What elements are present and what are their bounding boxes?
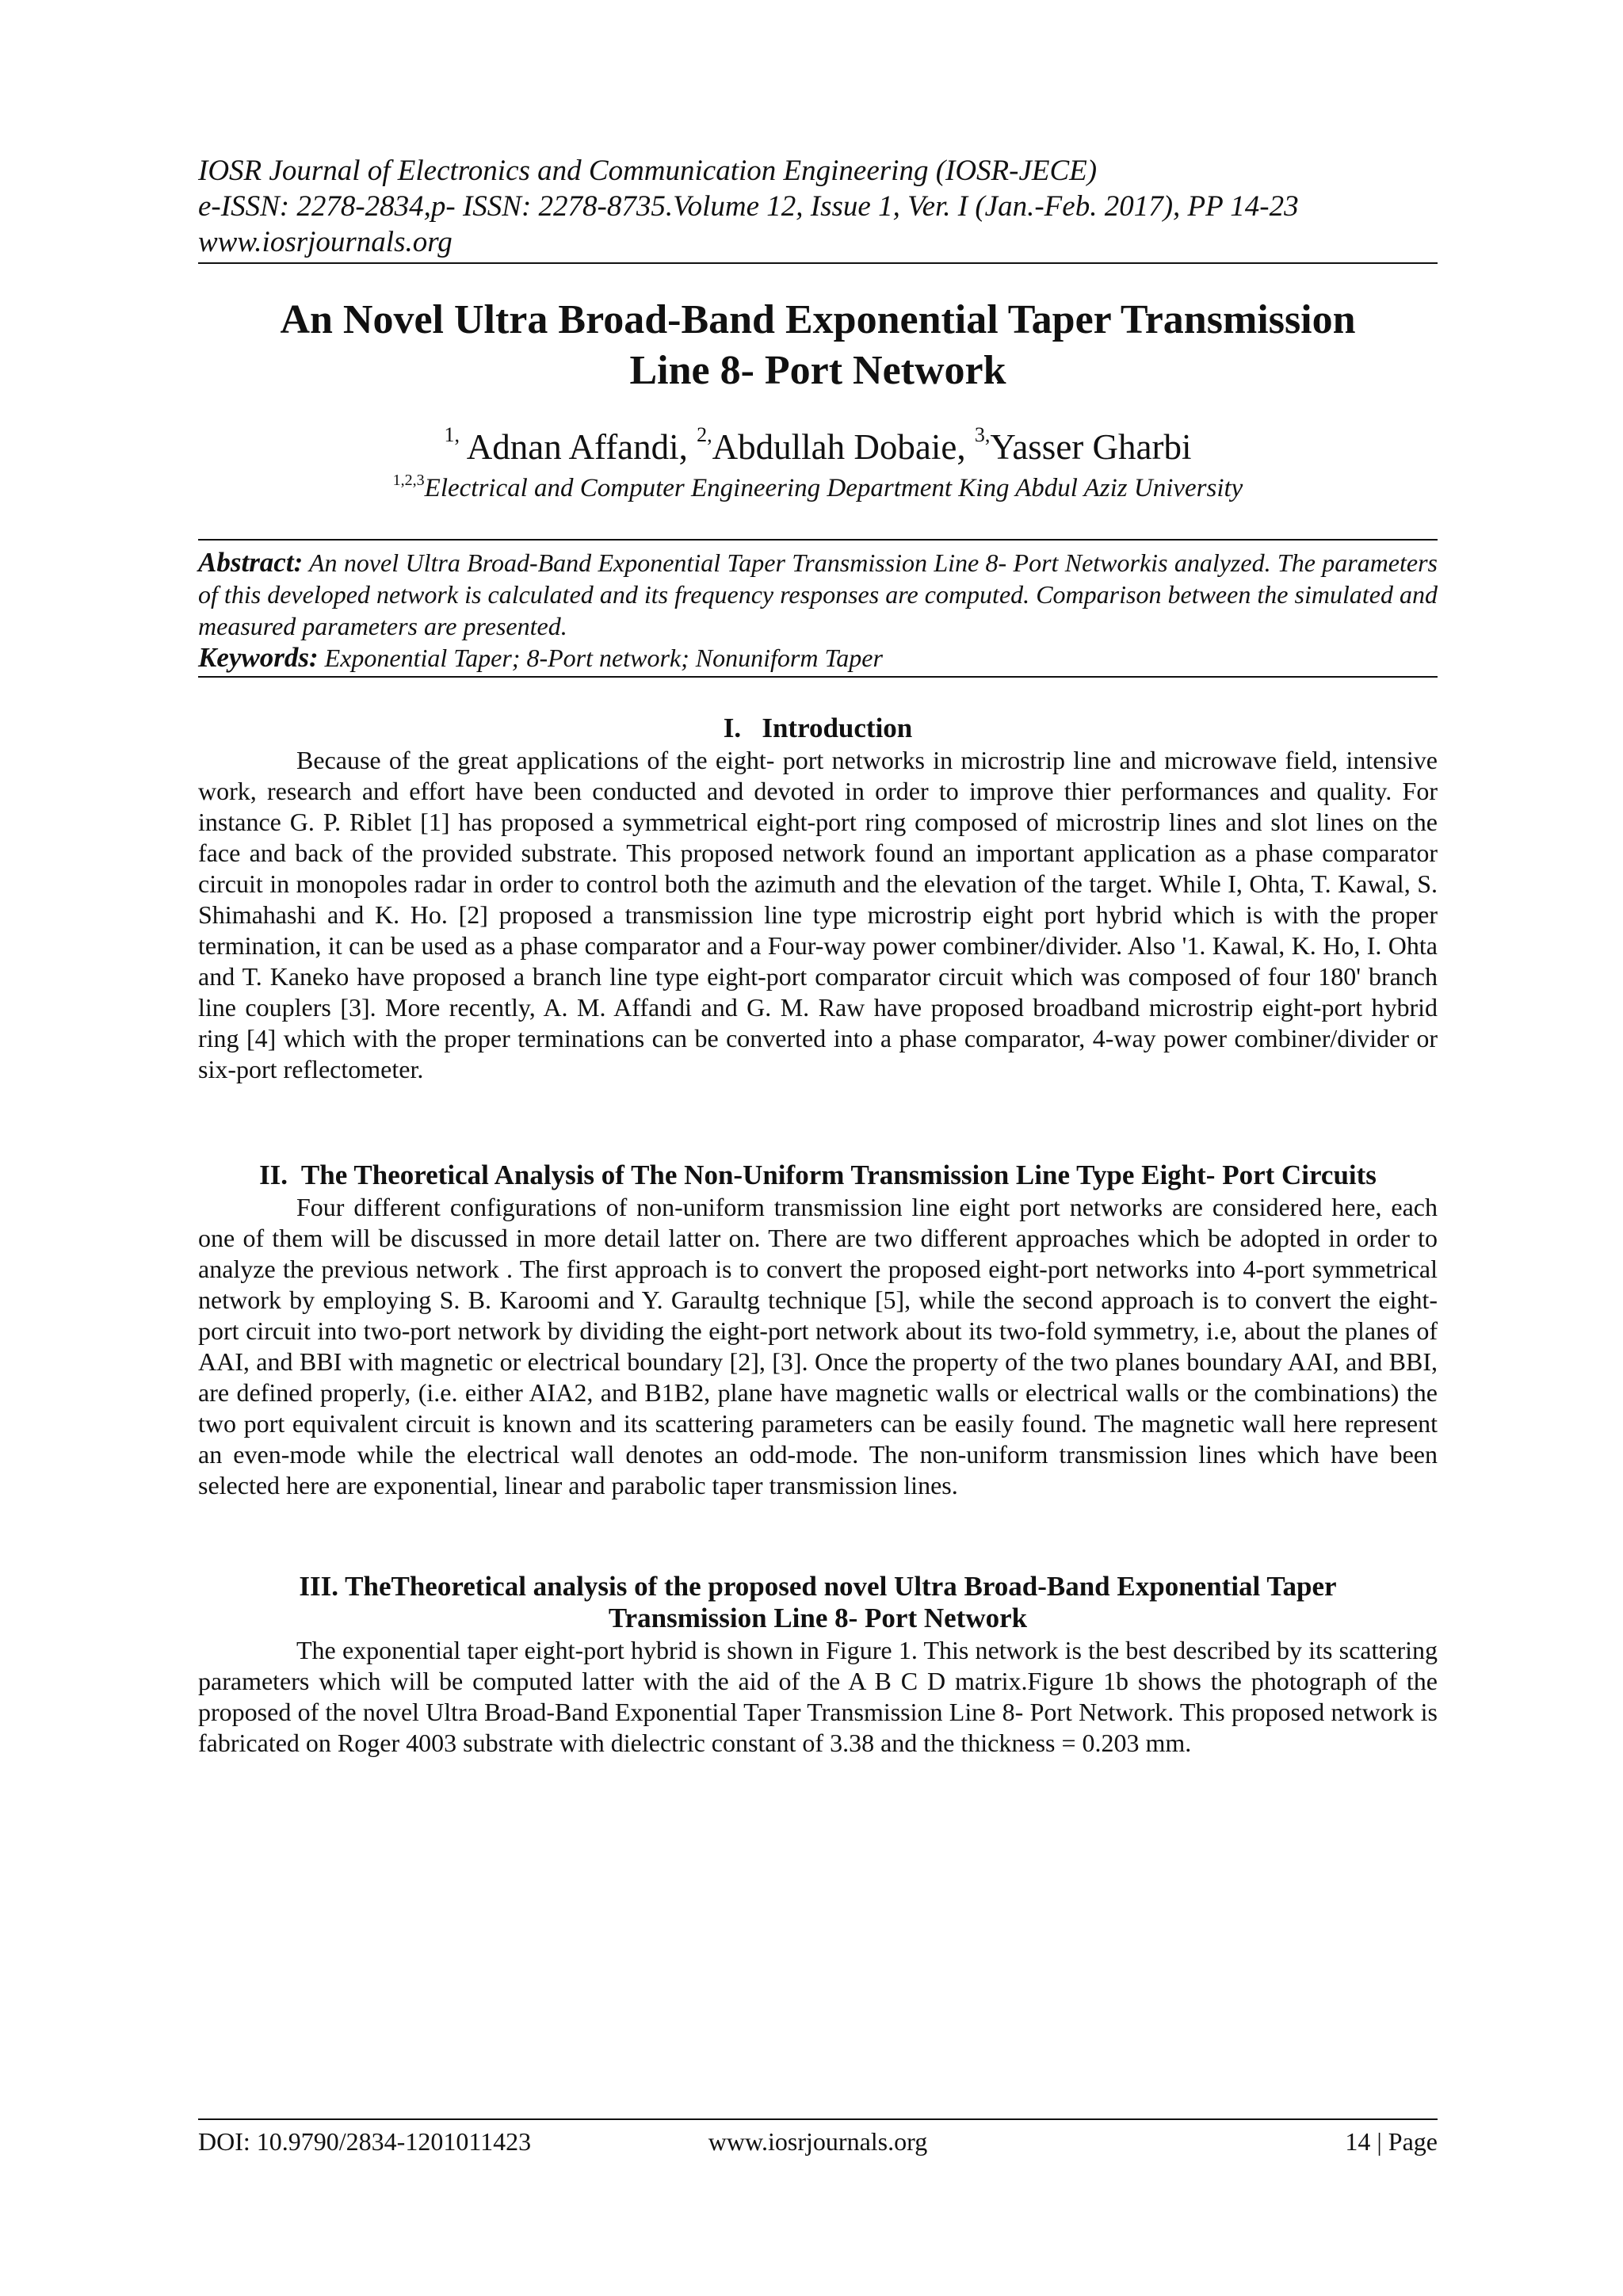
author-3-marker: 3, xyxy=(974,423,991,446)
abstract-bottom-rule xyxy=(198,676,1438,678)
section-3-heading-line-2: Transmission Line 8- Port Network xyxy=(608,1603,1028,1633)
author-2-marker: 2, xyxy=(697,423,712,446)
title-line-2: Line 8- Port Network xyxy=(629,348,1006,393)
keywords-label: Keywords: xyxy=(198,642,319,673)
author-1-name: Adnan Affandi, xyxy=(466,427,688,467)
author-list xyxy=(198,425,1438,469)
keywords xyxy=(198,642,1438,674)
section-3-heading xyxy=(198,1571,1438,1634)
section-2-heading: II. The Theoretical Analysis of The Non-Uniform Transmission Line Type Eight- Port Circuits xyxy=(259,1159,1377,1190)
keywords-text: Exponential Taper; 8-Port network; Nonuniform Taper xyxy=(324,644,883,672)
abstract-text: An novel Ultra Broad-Band Exponential Taper Transmission Line 8- Port Networkis analyzed. The parameters of this developed network is calculated and its frequency responses are computed. Comparison between the simulated and measured parameters are presented. xyxy=(198,548,1438,640)
section-1-paragraph: Because of the great applications of the eight- port networks in microstrip line and microwave field, intensive work, research and effort have been conducted and devoted in order to improve thier performances and quality. For instance G. P. Riblet [1] has proposed a symmetrical eight-port ring composed of microstrip lines and slot lines on the face and back of the provided substrate. This proposed network found an important application as a phase comparator circuit in monopoles radar in order to control both the azimuth and the elevation of the target. While I, Ohta, T. Kawal, S. Shimahashi and K. Ho. [2] proposed a transmission line type microstrip eight port hybrid which is with the proper termination, it can be used as a phase comparator and a Four-way power combiner/divider. Also '1. Kawal, K. Ho, I. Ohta and T. Kaneko have proposed a branch line type eight-port comparator circuit which was composed of four 180' branch line couplers [3]. More recently, A. M. Affandi and G. M. Raw have proposed broadband microstrip eight-port hybrid ring [4] which with the proper terminations can be converted into a phase comparator, 4-way power combiner/divider or six-port reflectometer. xyxy=(198,746,1438,1083)
paper-title xyxy=(198,295,1438,396)
footer-website[interactable]: www.iosrjournals.org xyxy=(708,2127,928,2156)
abstract-top-rule xyxy=(198,539,1438,541)
section-3-paragraph: The exponential taper eight-port hybrid is shown in Figure 1. This network is the best described by its scattering parameters which will be computed latter with the aid of the A B C D matrix.Figure 1b shows the photograph of the proposed of the novel Ultra Broad-Band Exponential Taper Transmission Line 8- Port Network. This proposed network is fabricated on Roger 4003 substrate with dielectric constant of 3.38 and the thickness = 0.203 mm. xyxy=(198,1636,1438,1757)
author-2-name: Abdullah Dobaie, xyxy=(712,427,966,467)
journal-website[interactable]: www.iosrjournals.org xyxy=(198,226,453,258)
author-3-name: Yasser Gharbi xyxy=(990,427,1192,467)
header-rule xyxy=(198,262,1438,264)
footer-rule xyxy=(198,2118,1438,2120)
section-1-heading: I. Introduction xyxy=(723,712,913,743)
affiliation-text: Electrical and Computer Engineering Department King Abdul Aziz University xyxy=(424,474,1243,502)
section-2-paragraph: Four different configurations of non-uniform transmission line eight port networks are considered here, each one of them will be discussed in more detail latter on. There are two different approaches which be adopted in order to analyze the previous network . The first approach is to convert the proposed eight-port networks into 4-port symmetrical network by employing S. B. Karoomi and Y. Garaultg technique [5], while the second approach is to convert the eight-port circuit into two-port network by dividing the eight-port network about its two-fold symmetry, i.e, about the planes of AAI, and BBI with magnetic or electrical boundary [2], [3]. Once the property of the two planes boundary AAI, and BBI, are defined properly, (i.e. either AIA2, and B1B2, plane have magnetic walls or electrical walls or the combinations) the two port equivalent circuit is known and its scattering parameters can be easily found. The magnetic wall here represent an even-mode while the electrical wall denotes an odd-mode. The non-uniform transmission lines which have been selected here are exponential, linear and parabolic taper transmission lines. xyxy=(198,1193,1438,1499)
footer-doi: DOI: 10.9790/2834-1201011423 xyxy=(198,2127,532,2156)
title-line-1: An Novel Ultra Broad-Band Exponential Taper Transmission xyxy=(280,297,1356,342)
journal-issn: e-ISSN: 2278-2834,p- ISSN: 2278-8735.Volume 12, Issue 1, Ver. I (Jan.-Feb. 2017), PP 14-23 xyxy=(198,190,1299,223)
abstract xyxy=(198,547,1438,642)
author-1-marker: 1, xyxy=(444,423,460,446)
journal-name: IOSR Journal of Electronics and Communication Engineering (IOSR-JECE) xyxy=(198,155,1098,187)
abstract-label: Abstract: xyxy=(198,547,304,578)
section-3-heading-line-1: III. TheTheoretical analysis of the proposed novel Ultra Broad-Band Exponential Taper xyxy=(299,1571,1337,1602)
affiliation xyxy=(198,471,1438,506)
affiliation-marker: 1,2,3 xyxy=(392,472,425,489)
footer-page-number: 14 | Page xyxy=(1345,2127,1438,2156)
journal-header xyxy=(198,153,1438,260)
